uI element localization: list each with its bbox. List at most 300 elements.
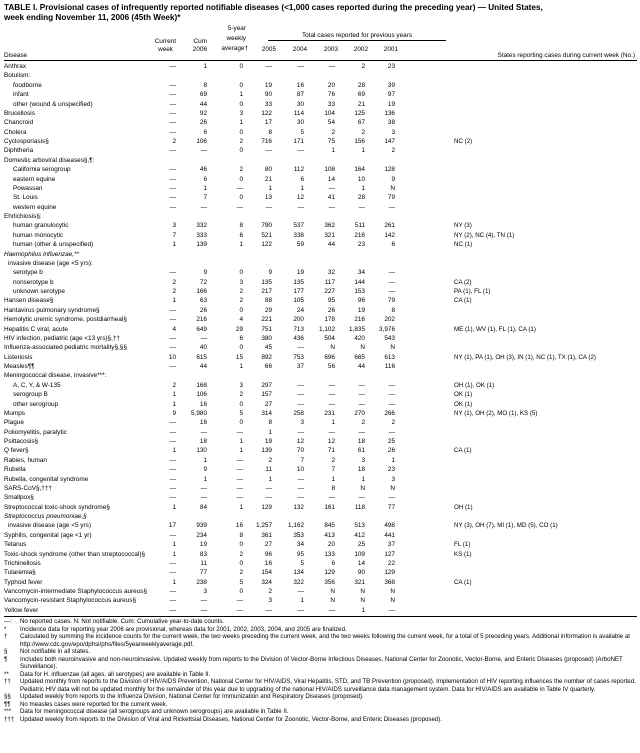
- disease-name: Cyclosporiasis§: [4, 138, 49, 145]
- disease-name: Domestic arboviral diseases§,¶:: [4, 156, 95, 164]
- cell-five-year-average: 6: [239, 334, 243, 342]
- cell-year-2002: 23: [357, 241, 365, 249]
- cell-five-year-average: 2: [239, 297, 243, 305]
- cell-year-2005: 1: [268, 475, 272, 483]
- cell-current-week: —: [169, 494, 176, 502]
- footnote-symbol: *: [4, 625, 7, 633]
- cell-current-week: 7: [172, 231, 176, 239]
- footnote-symbol: ¶: [4, 655, 8, 663]
- cell-current-week: —: [169, 334, 176, 342]
- cell-year-2003: 41: [327, 194, 335, 202]
- cell-year-2003: 20: [327, 81, 335, 89]
- disease-name: HIV infection, pediatric (age <13 yrs)§,††: [4, 334, 120, 342]
- cell-cum-2006: 84: [199, 503, 207, 511]
- table-row: [4, 71, 637, 80]
- table-row: [4, 456, 637, 465]
- cell-five-year-average: 0: [239, 269, 243, 277]
- table-row: [4, 475, 637, 484]
- cell-year-2004: 34: [296, 541, 304, 549]
- cell-cum-2006: 40: [199, 344, 207, 352]
- cell-five-year-average: 0: [239, 147, 243, 155]
- table-row: [4, 418, 637, 427]
- disease-name: Cholera: [4, 128, 27, 136]
- cell-current-week: —: [169, 91, 176, 99]
- cell-year-2001: 266: [384, 409, 395, 417]
- disease-name: Syphilis, congenital (age <1 yr): [4, 531, 92, 539]
- cell-current-week: —: [169, 203, 176, 211]
- table-title-line-2: week ending November 11, 2006 (45th Week)*: [4, 13, 181, 22]
- disease-name: other serogroup: [13, 400, 59, 408]
- cell-year-2001: 136: [384, 109, 395, 117]
- cell-year-2003: —: [328, 428, 335, 436]
- table-row: [4, 278, 637, 287]
- cell-cum-2006: 16: [199, 419, 207, 427]
- cell-year-2004: —: [297, 475, 304, 483]
- cell-five-year-average: 2: [239, 550, 243, 558]
- cell-year-2004: 177: [293, 288, 304, 295]
- cell-year-2004: 12: [296, 194, 304, 202]
- cell-year-2001: 9: [391, 175, 395, 183]
- cell-year-2004: 112: [293, 166, 304, 174]
- cell-five-year-average: 0: [239, 81, 243, 89]
- cell-five-year-average: 1: [239, 447, 243, 455]
- cell-year-2005: 751: [261, 325, 272, 333]
- footnote-text: Calculated by summing the incidence counts for the current week, the two weeks preceding the current week, and the two weeks following the current week, for a total of 5 preceding years. Additional information is available at http://www.cdc.gov/epo/dphsi/phs/files/5yearweeklyaverage.pdf.: [20, 633, 630, 648]
- footnote: [4, 678, 637, 693]
- cell-year-2003: 104: [324, 109, 335, 117]
- cell-year-2004: 322: [293, 578, 304, 586]
- header-current-1: Current: [154, 38, 176, 45]
- disease-name: unknown serotype: [13, 288, 65, 295]
- cell-year-2002: 2: [361, 419, 365, 427]
- cell-current-week: 1: [172, 297, 176, 305]
- cell-year-2001: 37: [387, 541, 395, 549]
- cell-year-2004: 6: [300, 175, 304, 183]
- cell-year-2004: —: [297, 484, 304, 492]
- table-row: [4, 296, 637, 305]
- disease-name: nonserotype b: [13, 278, 54, 286]
- cell-current-week: —: [169, 484, 176, 492]
- disease-name: Botulism:: [4, 72, 31, 80]
- disease-name: Hansen disease§: [4, 297, 54, 305]
- cell-year-2005: 8: [268, 419, 272, 427]
- cell-cum-2006: 9: [203, 466, 207, 474]
- footnote: [4, 656, 637, 671]
- cell-year-2005: 1,257: [256, 522, 272, 530]
- cell-cum-2006: 46: [199, 166, 207, 174]
- cell-current-week: —: [169, 306, 176, 314]
- cell-year-2002: 18: [357, 438, 365, 445]
- cell-year-2005: —: [265, 203, 272, 211]
- cell-current-week: 1: [172, 447, 176, 455]
- cell-year-2004: —: [297, 391, 304, 399]
- cell-year-2002: 19: [357, 306, 365, 314]
- cell-year-2005: 129: [261, 503, 272, 511]
- footnote-symbol: ***: [4, 708, 12, 716]
- cell-year-2001: 2: [391, 147, 395, 155]
- cell-states-reporting: ME (1), WV (1), FL (1), CA (1): [454, 325, 536, 333]
- cell-year-2004: 12: [296, 438, 304, 445]
- cell-year-2005: 8: [268, 128, 272, 136]
- cell-year-2002: 125: [354, 109, 365, 117]
- cell-states-reporting: NY (2), NC (4), TN (1): [454, 231, 515, 239]
- table-row: [4, 606, 637, 615]
- cell-year-2004: 5: [300, 128, 304, 136]
- cell-year-2005: —: [265, 494, 272, 502]
- header-avg-3: average†: [221, 45, 248, 52]
- cell-five-year-average: 0: [239, 588, 243, 595]
- table-row: [4, 165, 637, 174]
- cell-current-week: —: [169, 466, 176, 474]
- cell-year-2003: 2: [331, 456, 335, 464]
- header-states-reporting: States reporting cases during current week (No.): [497, 51, 635, 59]
- cell-current-week: 2: [172, 278, 176, 286]
- cell-year-2003: 413: [324, 531, 335, 539]
- footnote: [4, 671, 637, 679]
- cell-five-year-average: —: [236, 184, 243, 192]
- footnote-text: Includes both neuroinvasive and non-neuroinvasive. Updated weekly from reports to the Division of Vector-Borne Infectious Diseases, National Center for Zoonotic, Vector-Borne, and Enteric Diseases (proposed) (ArboNET Surveillance).: [20, 655, 623, 671]
- cell-year-2005: 90: [264, 91, 272, 99]
- cell-year-2003: 56: [327, 363, 335, 370]
- header-current-2: week: [158, 46, 173, 53]
- disease-name: Rabies, human: [4, 456, 47, 464]
- cell-year-2004: 132: [293, 503, 304, 511]
- header-year-2002: 2002: [353, 46, 368, 53]
- cell-current-week: —: [169, 316, 176, 324]
- cell-states-reporting: OH (1), OK (1): [454, 381, 495, 389]
- cell-year-2005: —: [265, 484, 272, 492]
- cell-year-2003: 362: [324, 222, 335, 230]
- disease-name: infant: [13, 91, 29, 99]
- cell-year-2002: 216: [354, 231, 365, 239]
- cell-year-2001: N: [390, 597, 395, 605]
- footnote-symbol: ¶¶: [4, 700, 11, 708]
- cell-cum-2006: 92: [199, 109, 207, 117]
- cell-year-2004: 70: [296, 447, 304, 455]
- cell-year-2004: —: [297, 63, 304, 70]
- disease-name: A, C, Y, & W-135: [13, 381, 61, 389]
- disease-name: Meningococcal disease, invasive***:: [4, 372, 107, 380]
- disease-name: human (other & unspecified): [13, 241, 94, 249]
- cell-cum-2006: 1: [203, 63, 207, 70]
- cell-year-2004: 5: [300, 559, 304, 567]
- cell-year-2005: 96: [264, 550, 272, 558]
- table-row: [4, 521, 637, 530]
- cell-year-2002: 10: [357, 175, 365, 183]
- cell-cum-2006: 1: [203, 475, 207, 483]
- cell-year-2002: 513: [354, 522, 365, 530]
- disease-name: Hantavirus pulmonary syndrome§: [4, 306, 100, 314]
- footnote-text: Updated weekly from reports to the Influenza Division, National Center for Immunization and Respiratory Diseases (proposed).: [20, 693, 364, 701]
- cell-current-week: —: [169, 81, 176, 89]
- cell-year-2003: —: [328, 63, 335, 70]
- table-row: [4, 90, 637, 99]
- cell-year-2003: 14: [327, 175, 335, 183]
- cell-year-2004: 134: [293, 569, 304, 577]
- cell-year-2001: 3,976: [379, 325, 395, 333]
- cell-states-reporting: FL (1): [454, 541, 471, 549]
- cell-year-2004: 258: [293, 409, 304, 417]
- cell-year-2002: 44: [357, 363, 365, 370]
- cell-year-2005: 13: [264, 194, 272, 202]
- table-row: [4, 446, 637, 455]
- cell-year-2002: 28: [357, 194, 365, 202]
- cell-year-2003: 161: [324, 503, 335, 511]
- disease-name: Typhoid fever: [4, 578, 43, 586]
- cell-five-year-average: 1: [239, 438, 243, 445]
- cell-year-2005: —: [265, 606, 272, 614]
- cell-year-2004: 95: [296, 550, 304, 558]
- cell-year-2005: 27: [264, 541, 272, 549]
- cell-year-2003: 54: [327, 119, 335, 127]
- cell-cum-2006: 18: [199, 438, 207, 445]
- cell-year-2001: —: [388, 400, 395, 408]
- cell-year-2002: 3: [361, 456, 365, 464]
- cell-five-year-average: —: [236, 428, 243, 436]
- disease-name: Hepatitis C viral, acute: [4, 325, 68, 333]
- table-row: [4, 353, 637, 362]
- cell-states-reporting: OK (1): [454, 400, 473, 408]
- cell-states-reporting: CA (1): [454, 297, 472, 305]
- cell-year-2003: —: [328, 606, 335, 614]
- cell-year-2001: 202: [384, 316, 395, 324]
- cell-states-reporting: OH (1): [454, 503, 473, 511]
- disease-name: Rubella, congenital syndrome: [4, 475, 89, 483]
- cell-year-2001: 3: [391, 128, 395, 136]
- table-row: [4, 231, 637, 240]
- cell-five-year-average: 2: [239, 569, 243, 577]
- cell-cum-2006: —: [200, 203, 207, 211]
- header-disease: Disease: [4, 51, 28, 59]
- cell-year-2005: 314: [261, 409, 272, 417]
- cell-year-2005: 21: [264, 175, 272, 183]
- cell-cum-2006: 8: [203, 81, 207, 89]
- cell-current-week: —: [169, 175, 176, 183]
- cell-year-2004: —: [297, 494, 304, 502]
- cell-year-2005: 135: [261, 278, 272, 286]
- table-row: [4, 343, 637, 352]
- cell-year-2003: 129: [324, 569, 335, 577]
- cell-year-2001: 2: [391, 419, 395, 427]
- cell-year-2004: 37: [296, 363, 304, 370]
- cell-year-2003: 321: [324, 231, 335, 239]
- cell-year-2003: N: [330, 344, 335, 352]
- cell-five-year-average: 2: [239, 288, 243, 295]
- cell-year-2001: —: [388, 288, 395, 295]
- cell-year-2002: 1: [361, 606, 365, 614]
- cell-year-2002: 144: [354, 278, 365, 286]
- cell-year-2002: —: [358, 494, 365, 502]
- cell-year-2001: 38: [387, 119, 395, 127]
- cell-year-2001: —: [388, 494, 395, 502]
- cell-year-2002: 109: [354, 550, 365, 558]
- cell-year-2002: 164: [354, 166, 365, 174]
- cell-year-2001: —: [388, 269, 395, 277]
- disease-name: Trichinellosis: [4, 559, 41, 567]
- cell-year-2003: 227: [324, 288, 335, 295]
- cell-cum-2006: —: [200, 484, 207, 492]
- cell-cum-2006: 649: [196, 325, 207, 333]
- cell-year-2003: N: [330, 588, 335, 595]
- table-row: [4, 587, 637, 596]
- cell-year-2001: 3: [391, 475, 395, 483]
- cell-five-year-average: 1: [239, 241, 243, 249]
- cell-five-year-average: 0: [239, 175, 243, 183]
- cell-year-2003: —: [328, 494, 335, 502]
- disease-name: Diphtheria: [4, 147, 34, 155]
- cell-year-2001: —: [388, 203, 395, 211]
- table-row: [4, 146, 637, 155]
- header-group-label: Total cases reported for previous years: [301, 32, 413, 39]
- cell-current-week: —: [169, 363, 176, 370]
- cell-year-2001: 26: [387, 447, 395, 455]
- header-cum-1: Cum: [193, 38, 207, 45]
- cell-year-2003: 117: [324, 278, 335, 286]
- cell-year-2003: 26: [327, 306, 335, 314]
- cell-cum-2006: 5,980: [191, 409, 207, 417]
- cell-year-2003: 1: [331, 419, 335, 427]
- cell-current-week: 3: [172, 222, 176, 230]
- cell-five-year-average: 0: [239, 100, 243, 108]
- footnote-text: No reported cases. N: Not notifiable. Cum: Cumulative year-to-date counts.: [20, 618, 225, 626]
- header-year-2004: 2004: [292, 46, 307, 53]
- cell-year-2003: N: [330, 597, 335, 605]
- footnote: [4, 693, 637, 701]
- cell-cum-2006: 26: [199, 119, 207, 127]
- cell-cum-2006: 939: [196, 522, 207, 530]
- cell-five-year-average: 0: [239, 194, 243, 202]
- cell-year-2003: —: [328, 400, 335, 408]
- header-year-2005: 2005: [261, 46, 276, 53]
- cell-current-week: —: [169, 559, 176, 567]
- disease-name: Ehrlichiosis§:: [4, 213, 42, 220]
- table-row: [4, 428, 637, 437]
- table-row: [4, 109, 637, 118]
- cell-year-2003: —: [328, 203, 335, 211]
- cell-five-year-average: 2: [239, 391, 243, 399]
- cell-year-2004: —: [297, 428, 304, 436]
- cell-cum-2006: 3: [203, 588, 207, 595]
- cell-year-2005: 19: [264, 81, 272, 89]
- table-body: [4, 61, 637, 615]
- cell-year-2003: 20: [327, 541, 335, 549]
- cell-five-year-average: 0: [239, 541, 243, 549]
- cell-current-week: —: [169, 194, 176, 202]
- cell-year-2004: 30: [296, 119, 304, 127]
- table-title-line-1: TABLE I. Provisional cases of infrequently reported notifiable diseases (<1,000 cases reported during the preceding year) — United States,: [4, 3, 543, 12]
- cell-cum-2006: 11: [200, 559, 207, 567]
- cell-five-year-average: 0: [239, 63, 243, 70]
- cell-five-year-average: —: [236, 494, 243, 502]
- cell-five-year-average: 3: [239, 109, 243, 117]
- cell-year-2005: 11: [265, 466, 272, 474]
- cell-year-2001: N: [390, 588, 395, 595]
- header-year-2003: 2003: [323, 46, 338, 53]
- cell-cum-2006: 19: [199, 541, 207, 549]
- cell-year-2002: 18: [357, 466, 365, 474]
- footnote-symbol: —:: [4, 618, 12, 626]
- footnote: [4, 701, 637, 709]
- table-row: [4, 268, 637, 277]
- cell-five-year-average: 3: [239, 381, 243, 389]
- cell-year-2001: —: [388, 606, 395, 614]
- disease-name: serotype b: [13, 269, 43, 277]
- disease-name: invasive disease (age <5 yrs):: [8, 259, 93, 267]
- table-row: [4, 287, 637, 296]
- cell-year-2001: 261: [384, 222, 395, 230]
- cell-five-year-average: 0: [239, 559, 243, 567]
- cell-year-2004: 3: [300, 419, 304, 427]
- disease-name: human monocytic: [13, 231, 64, 239]
- cell-five-year-average: 0: [239, 128, 243, 136]
- cell-year-2004: 537: [293, 222, 304, 230]
- cell-current-week: —: [169, 419, 176, 427]
- cell-year-2001: 543: [384, 334, 395, 342]
- table-row: [4, 371, 637, 380]
- cell-year-2004: —: [297, 344, 304, 352]
- table-row: [4, 259, 637, 268]
- cell-cum-2006: 139: [196, 241, 207, 249]
- disease-name: Measles¶¶: [4, 363, 35, 370]
- cell-current-week: —: [169, 569, 176, 577]
- cell-year-2002: 665: [354, 353, 365, 361]
- cell-cum-2006: 44: [199, 100, 207, 108]
- footnote: [4, 633, 637, 648]
- cell-year-2002: 28: [357, 81, 365, 89]
- cell-states-reporting: KS (1): [454, 550, 472, 558]
- cell-current-week: 1: [172, 503, 176, 511]
- table-row: [4, 578, 637, 587]
- cell-year-2005: 157: [261, 391, 272, 399]
- cell-year-2001: 613: [384, 353, 395, 361]
- cell-year-2002: 412: [354, 531, 365, 539]
- cell-year-2003: 71: [327, 447, 335, 455]
- cell-five-year-average: 0: [239, 344, 243, 352]
- cell-year-2002: 96: [357, 297, 365, 305]
- table-row: [4, 203, 637, 212]
- cell-year-2001: 6: [391, 241, 395, 249]
- cell-cum-2006: 332: [196, 222, 207, 230]
- cell-cum-2006: 1: [203, 456, 207, 464]
- disease-name: Haemophilus influenzae,**: [4, 250, 79, 258]
- cell-current-week: —: [169, 456, 176, 464]
- cell-year-2002: N: [360, 344, 365, 352]
- disease-name: Hemolytic uremic syndrome, postdiarrheal§: [4, 316, 127, 324]
- cell-year-2005: 17: [264, 119, 272, 127]
- footnote-symbol: §: [4, 648, 8, 656]
- footnote-text: Updated weekly from reports to the Division of Viral and Rickettsial Diseases, National Center for Zoonotic, Vector-Borne, and Enteric Diseases (proposed).: [20, 715, 443, 723]
- cell-year-2003: 75: [327, 138, 335, 145]
- cell-five-year-average: 2: [239, 138, 243, 145]
- cell-five-year-average: 0: [239, 419, 243, 427]
- disease-name: Vancomycin-intermediate Staphylococcus aureus§: [4, 588, 148, 595]
- disease-name: Q fever§: [4, 447, 29, 455]
- footnote: [4, 716, 637, 724]
- cell-year-2001: —: [388, 391, 395, 399]
- cell-current-week: —: [169, 438, 176, 445]
- cell-year-2004: —: [297, 203, 304, 211]
- cell-year-2003: 1,102: [319, 325, 335, 333]
- cell-states-reporting: NY (3), OH (7), MI (1), MD (5), CO (1): [454, 522, 558, 530]
- cell-cum-2006: —: [200, 606, 207, 614]
- footnote-text: Data for H. influenzae (all ages, all serotypes) are available in Table II.: [20, 670, 211, 678]
- cell-cum-2006: —: [200, 334, 207, 342]
- cell-year-2005: 380: [261, 334, 272, 342]
- cell-year-2002: 34: [357, 269, 365, 277]
- cell-current-week: 1: [172, 578, 176, 586]
- cell-cum-2006: 615: [196, 353, 207, 361]
- cell-year-2004: 135: [293, 278, 304, 286]
